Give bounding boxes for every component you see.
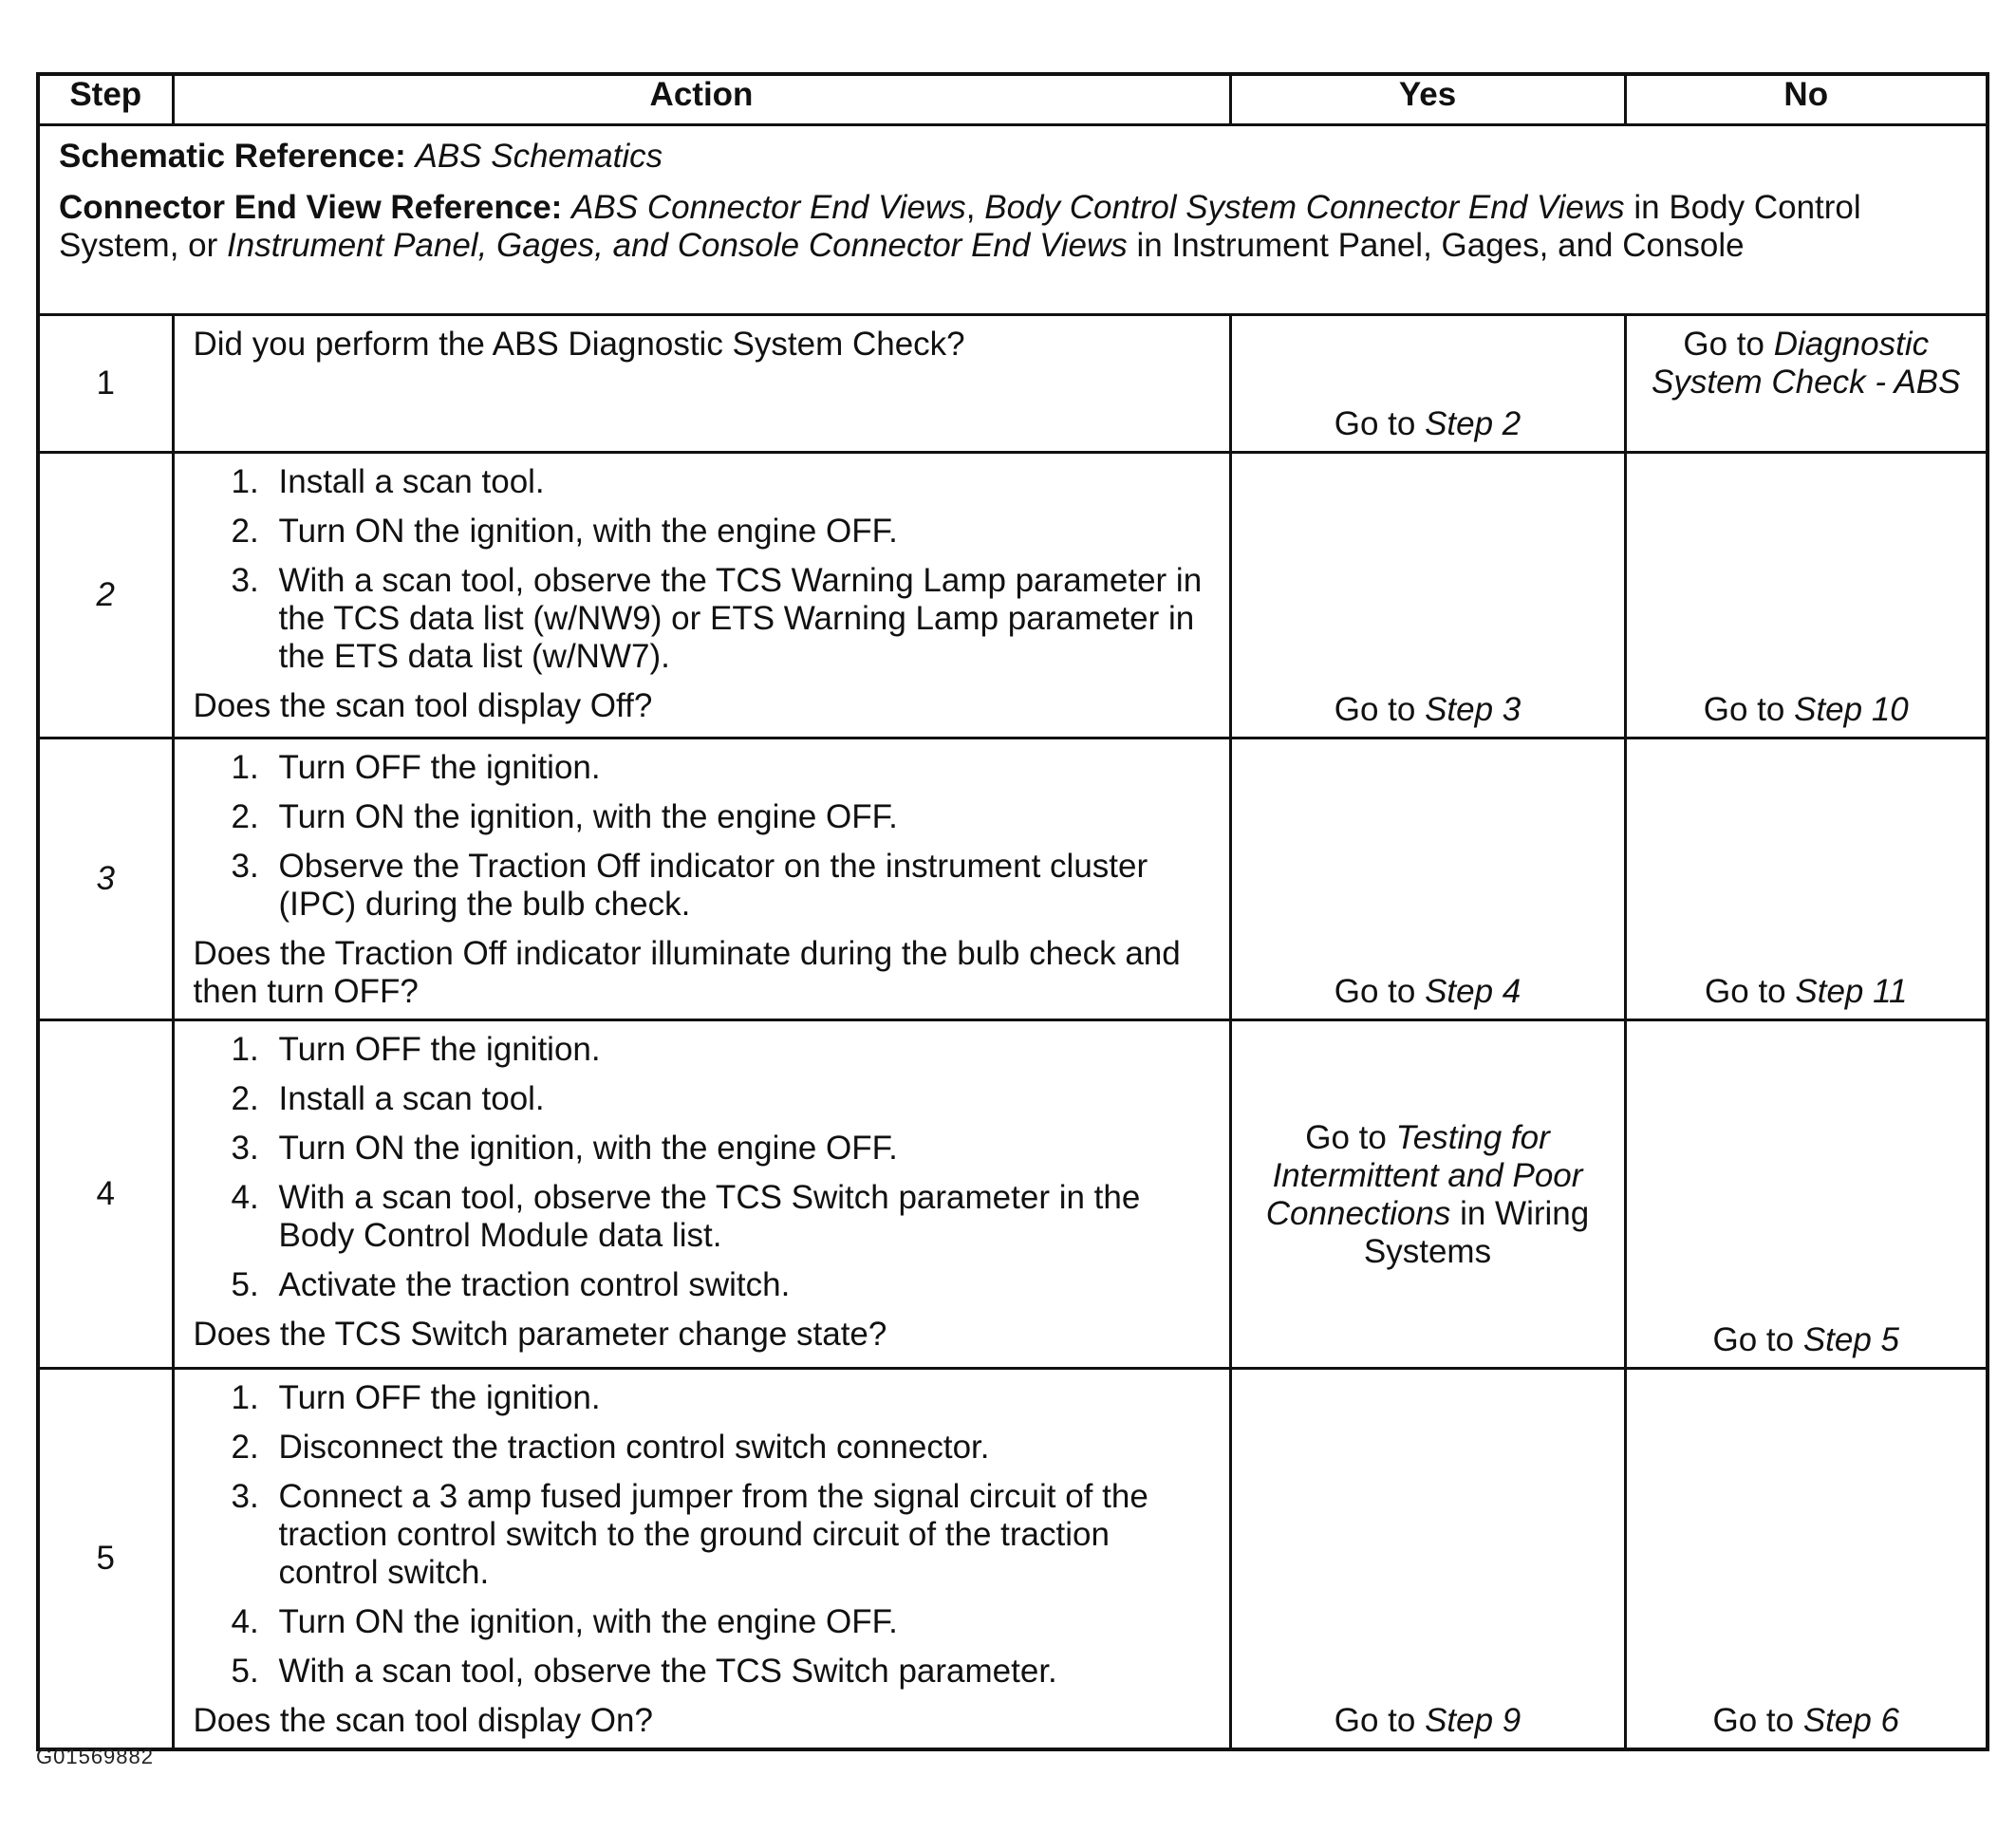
no-prefix: Go to: [1705, 973, 1786, 1010]
action-item: [232, 798, 1212, 836]
schematic-reference-label: Schematic Reference:: [59, 138, 406, 175]
header-row: [38, 74, 1988, 125]
action-list: [194, 1379, 1212, 1691]
yes-link[interactable]: Testing for Intermittent and Poor Connections: [1265, 1119, 1583, 1232]
action-text: Disconnect the traction control switch connector.: [278, 1429, 990, 1466]
action-list: [194, 1031, 1212, 1304]
action-num: 1.: [231, 463, 259, 500]
action-item: [232, 1653, 1212, 1691]
step-number: 3: [38, 738, 173, 1020]
action-item: [232, 1478, 1212, 1592]
step-no: [1625, 738, 1988, 1020]
action-text: Turn ON the ignition, with the engine OFF.: [278, 1130, 898, 1167]
step-action: [173, 738, 1230, 1020]
no-link[interactable]: Step 5: [1802, 1321, 1900, 1358]
step-yes: [1230, 315, 1625, 453]
step-no: [1625, 1369, 1988, 1750]
no-link[interactable]: Step 10: [1794, 691, 1909, 728]
yes-prefix: Go to: [1334, 973, 1416, 1010]
action-num: 4.: [231, 1179, 259, 1216]
action-text: Turn ON the ignition, with the engine OFF.: [278, 513, 898, 550]
step-question: Does the scan tool display On?: [193, 1702, 653, 1739]
yes-link[interactable]: Step 2: [1425, 405, 1521, 442]
step-row-3: [38, 738, 1988, 1020]
action-num: 1.: [231, 1031, 259, 1068]
action-text: Activate the traction control switch.: [278, 1266, 791, 1303]
action-item: [232, 848, 1212, 924]
header-no: No: [1625, 74, 1988, 125]
step-no: [1625, 1020, 1988, 1369]
step-no: [1625, 315, 1988, 453]
figure-id: G01569882: [36, 1745, 154, 1768]
action-num: 5.: [231, 1653, 259, 1690]
no-prefix: Go to: [1712, 1702, 1795, 1739]
action-text: With a scan tool, observe the TCS Warning Lamp parameter in the TCS data list (w/NW9) or ETS Warning Lamp parameter in the ETS data list (w/NW7).: [278, 562, 1203, 675]
yes-prefix: Go to: [1334, 405, 1416, 442]
action-num: 1.: [231, 1379, 259, 1416]
action-item: [232, 1266, 1212, 1304]
step-question: Did you perform the ABS Diagnostic System Check?: [193, 326, 965, 363]
no-prefix: Go to: [1712, 1321, 1795, 1358]
action-item: [232, 562, 1212, 676]
action-text: Turn OFF the ignition.: [278, 1379, 601, 1416]
connector-reference: [59, 189, 1967, 265]
action-list: [194, 463, 1212, 676]
action-num: 2.: [231, 1080, 259, 1117]
action-list: [194, 749, 1212, 924]
yes-prefix: Go to: [1305, 1119, 1387, 1156]
action-item: [232, 1379, 1212, 1417]
step-number: 1: [38, 315, 173, 453]
step-yes: [1230, 738, 1625, 1020]
step-yes: [1230, 1020, 1625, 1369]
step-question: Does the Traction Off indicator illuminate during the bulb check and then turn OFF?: [193, 935, 1181, 1010]
step-row-5: [38, 1369, 1988, 1750]
connector-reference-sep: ,: [965, 189, 976, 226]
step-number: 5: [38, 1369, 173, 1750]
step-action: [173, 1369, 1230, 1750]
action-item: [232, 1080, 1212, 1118]
step-question: Does the TCS Switch parameter change state?: [193, 1316, 887, 1353]
schematic-reference: [59, 138, 1967, 176]
action-item: [232, 1179, 1212, 1255]
no-prefix: Go to: [1683, 326, 1764, 363]
connector-reference-link-bcs[interactable]: Body Control System Connector End Views: [984, 189, 1625, 226]
yes-prefix: Go to: [1334, 1702, 1416, 1739]
step-action: [173, 315, 1230, 453]
connector-reference-label: Connector End View Reference:: [59, 189, 563, 226]
action-text: Install a scan tool.: [278, 1080, 545, 1117]
action-num: 2.: [231, 1429, 259, 1466]
schematic-reference-link[interactable]: ABS Schematics: [415, 138, 663, 175]
diagnostic-table: [36, 72, 1989, 1751]
step-row-1: [38, 315, 1988, 453]
action-item: [232, 1031, 1212, 1069]
yes-prefix: Go to: [1334, 691, 1416, 728]
diagnostic-table-container: [36, 72, 1986, 1768]
no-link[interactable]: Step 11: [1795, 973, 1908, 1010]
step-no: [1625, 453, 1988, 738]
step-yes: [1230, 453, 1625, 738]
header-step: Step: [38, 74, 173, 125]
header-yes: Yes: [1230, 74, 1625, 125]
no-link[interactable]: Diagnostic System Check - ABS: [1652, 326, 1961, 401]
connector-reference-link-ipc[interactable]: Instrument Panel, Gages, and Console Connector End Views: [227, 227, 1128, 264]
connector-reference-text-2: in Instrument Panel, Gages, and Console: [1136, 227, 1745, 264]
action-text: Turn ON the ignition, with the engine OFF.: [278, 798, 898, 835]
no-link[interactable]: Step 6: [1802, 1702, 1900, 1739]
action-item: [232, 749, 1212, 787]
step-row-4: [38, 1020, 1988, 1369]
action-text: Observe the Traction Off indicator on the instrument cluster (IPC) during the bulb check.: [278, 848, 1148, 923]
action-num: 2.: [231, 513, 259, 550]
connector-reference-text-1: in Body Control System, or: [59, 189, 1861, 264]
action-text: With a scan tool, observe the TCS Switch parameter.: [278, 1653, 1057, 1690]
step-action: [173, 1020, 1230, 1369]
yes-link[interactable]: Step 9: [1425, 1702, 1521, 1739]
header-action: Action: [173, 74, 1230, 125]
step-row-2: [38, 453, 1988, 738]
step-number: 4: [38, 1020, 173, 1369]
action-item: [232, 513, 1212, 551]
action-text: Connect a 3 amp fused jumper from the signal circuit of the traction control switch to the ground circuit of the traction control switch.: [278, 1478, 1148, 1591]
reference-row: [38, 125, 1988, 315]
yes-link[interactable]: Step 3: [1425, 691, 1521, 728]
action-num: 4.: [231, 1603, 259, 1640]
action-item: [232, 1603, 1212, 1641]
action-num: 3.: [231, 1130, 259, 1167]
action-num: 5.: [231, 1266, 259, 1303]
action-text: Turn ON the ignition, with the engine OFF.: [278, 1603, 898, 1640]
action-text: Turn OFF the ignition.: [278, 1031, 601, 1068]
step-action: [173, 453, 1230, 738]
action-num: 3.: [231, 1478, 259, 1515]
no-prefix: Go to: [1703, 691, 1785, 728]
action-num: 2.: [231, 798, 259, 835]
action-text: With a scan tool, observe the TCS Switch parameter in the Body Control Module data list.: [278, 1179, 1141, 1254]
step-number: 2: [38, 453, 173, 738]
action-num: 1.: [231, 749, 259, 786]
step-question: Does the scan tool display Off?: [193, 687, 653, 724]
action-item: [232, 463, 1212, 501]
action-num: 3.: [231, 562, 259, 599]
action-num: 3.: [231, 848, 259, 885]
action-item: [232, 1130, 1212, 1168]
yes-suffix: in Wiring Systems: [1363, 1195, 1590, 1270]
action-text: Turn OFF the ignition.: [278, 749, 601, 786]
action-text: Install a scan tool.: [278, 463, 545, 500]
action-item: [232, 1429, 1212, 1467]
connector-reference-link-abs[interactable]: ABS Connector End Views: [571, 189, 966, 226]
yes-link[interactable]: Step 4: [1425, 973, 1521, 1010]
step-yes: [1230, 1369, 1625, 1750]
reference-cell: [38, 125, 1988, 315]
